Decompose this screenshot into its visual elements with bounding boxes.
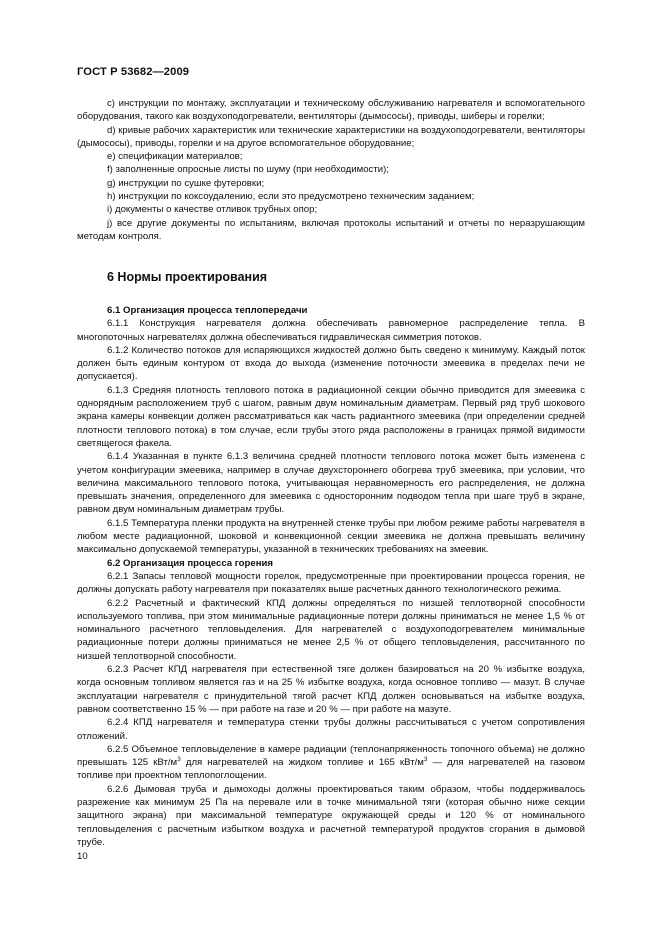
requirements-list <box>77 97 585 243</box>
paragraph: 6.1.4 Указанная в пункте 6.1.3 величина средней плотности теплового потока может быть изменена с учетом конфигурации змеевика, например в случае двухстороннего обогрева труб змеевика, при условии, что величина максимального теплового потока, учитывающая неравномерность его распределения, не должна превышать значения, определенного для змеевика с односторонним подводом тепла при шаге труб в экране, равном двум номинальным диаметрам трубы. <box>77 451 585 516</box>
paragraph-text: — для нагревателей на газовом топливе при проектном теплопоглощении. <box>77 757 586 782</box>
paragraph-text: для нагревателей на жидком топливе и 165 кВт/м <box>180 757 424 769</box>
list-item: i) документы о качестве отливок трубных опор; <box>107 204 318 216</box>
superscript: 3 <box>177 755 181 763</box>
paragraph-text: 6.2.5 Объемное тепловыделение в камере радиации (теплонапряженность топочного объема) не должно превышать 125 кВт/м <box>77 743 585 769</box>
paragraph: 6.2.6 Дымовая труба и дымоходы должны проектироваться таким образом, чтобы поддерживалось разрежение как минимум 25 Па на перевале или в точке минимальной тяги (которая обычно ниже секции защитного экрана) при максимальной температуре окружающей среды и 120 % от номинального тепловыделения с расчетным избытком воздуха и расчетной температурой продуктов сгорания в дымовой трубе. <box>77 783 585 848</box>
section-body <box>77 304 585 849</box>
section-title: 6 Нормы проектирования <box>107 270 268 284</box>
list-item: h) инструкции по коксоудалению, если это предусмотрено техническим заданием; <box>107 191 475 203</box>
list-item: g) инструкции по сушке футеровки; <box>107 177 265 189</box>
list-item: f) заполненные опросные листы по шуму (при необходимости); <box>107 164 389 176</box>
subsection-heading: 6.1 Организация процесса теплопередачи <box>107 305 308 316</box>
subsection-heading: 6.2 Организация процесса горения <box>107 557 274 569</box>
page-number: 10 <box>77 851 88 862</box>
list-item: e) спецификации материалов; <box>107 151 243 163</box>
paragraph <box>77 743 585 783</box>
paragraph: 6.1.2 Количество потоков для испаряющихся жидкостей должно быть сведено к минимуму. Каждый поток должен быть единым контуром от входа до выхода (изменение поточности змеевика в пределах печи не допускается). <box>77 344 585 383</box>
paragraph: 6.1.5 Температура пленки продукта на внутренней стенке трубы при любом режиме работы нагревателя в любом месте радиационной, шоковой и конвекционной секции змеевика не должна превышать величину максимально допускаемой температуры, указанной в технических требованиях на змеевик. <box>77 517 585 556</box>
paragraph: 6.2.1 Запасы тепловой мощности горелок, предусмотренные при проектировании процесса горения, не должны допускать работу нагревателя при показателях выше расчетных данного технологического режима. <box>77 570 585 596</box>
paragraph: 6.2.4 КПД нагревателя и температура стенки трубы должны рассчитываться с учетом сопротивления отложений. <box>77 717 585 742</box>
paragraph: 6.1.3 Средняя плотность теплового потока в радиационной секции обычно приводится для змеевика с однорядным расположением труб с шагом, равным двум номинальным диаметрам. Первый ряд труб шокового экрана камеры конвекции должен рассматриваться как часть радиантного змеевика (при определении средней плотности теплового потока) в том случае, если трубы этого ряда расположены в границах прямой видимости светящегося факела. <box>77 384 585 449</box>
document-header: ГОСТ Р 53682—2009 <box>77 66 190 78</box>
paragraph: 6.2.3 Расчет КПД нагревателя при естественной тяге должен базироваться на 20 % избытке воздуха, когда основным топливом является газ и на 25 % избытке воздуха, когда основное топливо — мазут. В случае эксплуатации нагревателя с принудительной тягой расчет КПД должен основываться на избытке воздуха, равном соответственно 15 % — при работе на газе и 20 % — при работе на мазуте. <box>77 664 585 715</box>
list-item: j) все другие документы по испытаниям, включая протоколы испытаний и отчеты по неразрушающим методам контроля. <box>77 217 585 242</box>
list-item: d) кривые рабочих характеристик или технические характеристики на воздухоподогреватели, вентиляторы (дымососы), приводы, горелки и на другое вспомогательное оборудование; <box>77 124 585 149</box>
superscript: 3 <box>423 755 428 763</box>
paragraph: 6.2.2 Расчетный и фактический КПД должны определяться по низшей теплотворной способности используемого топлива, при этом минимальные радиационные потери должны приниматься не менее 1,5 % от номинального расчетного тепловыделения. Для нагревателей с воздухоподогревателем минимальные радиационные потери должны приниматься не менее 2,5 % от общего тепловыделения, рассчитанного по низшей теплотворной способности. <box>77 597 585 662</box>
list-item: c) инструкции по монтажу, эксплуатации и техническому обслуживанию нагревателя и вспомогательного оборудования, такого как воздухоподогреватели, вентиляторы (дымососы), приводы, шиберы и горелки; <box>77 98 585 123</box>
paragraph: 6.1.1 Конструкция нагревателя должна обеспечивать равномерное распределение тепла. В многопоточных нагревателях должна обеспечиваться гидравлическая симметрия потоков. <box>77 318 585 343</box>
